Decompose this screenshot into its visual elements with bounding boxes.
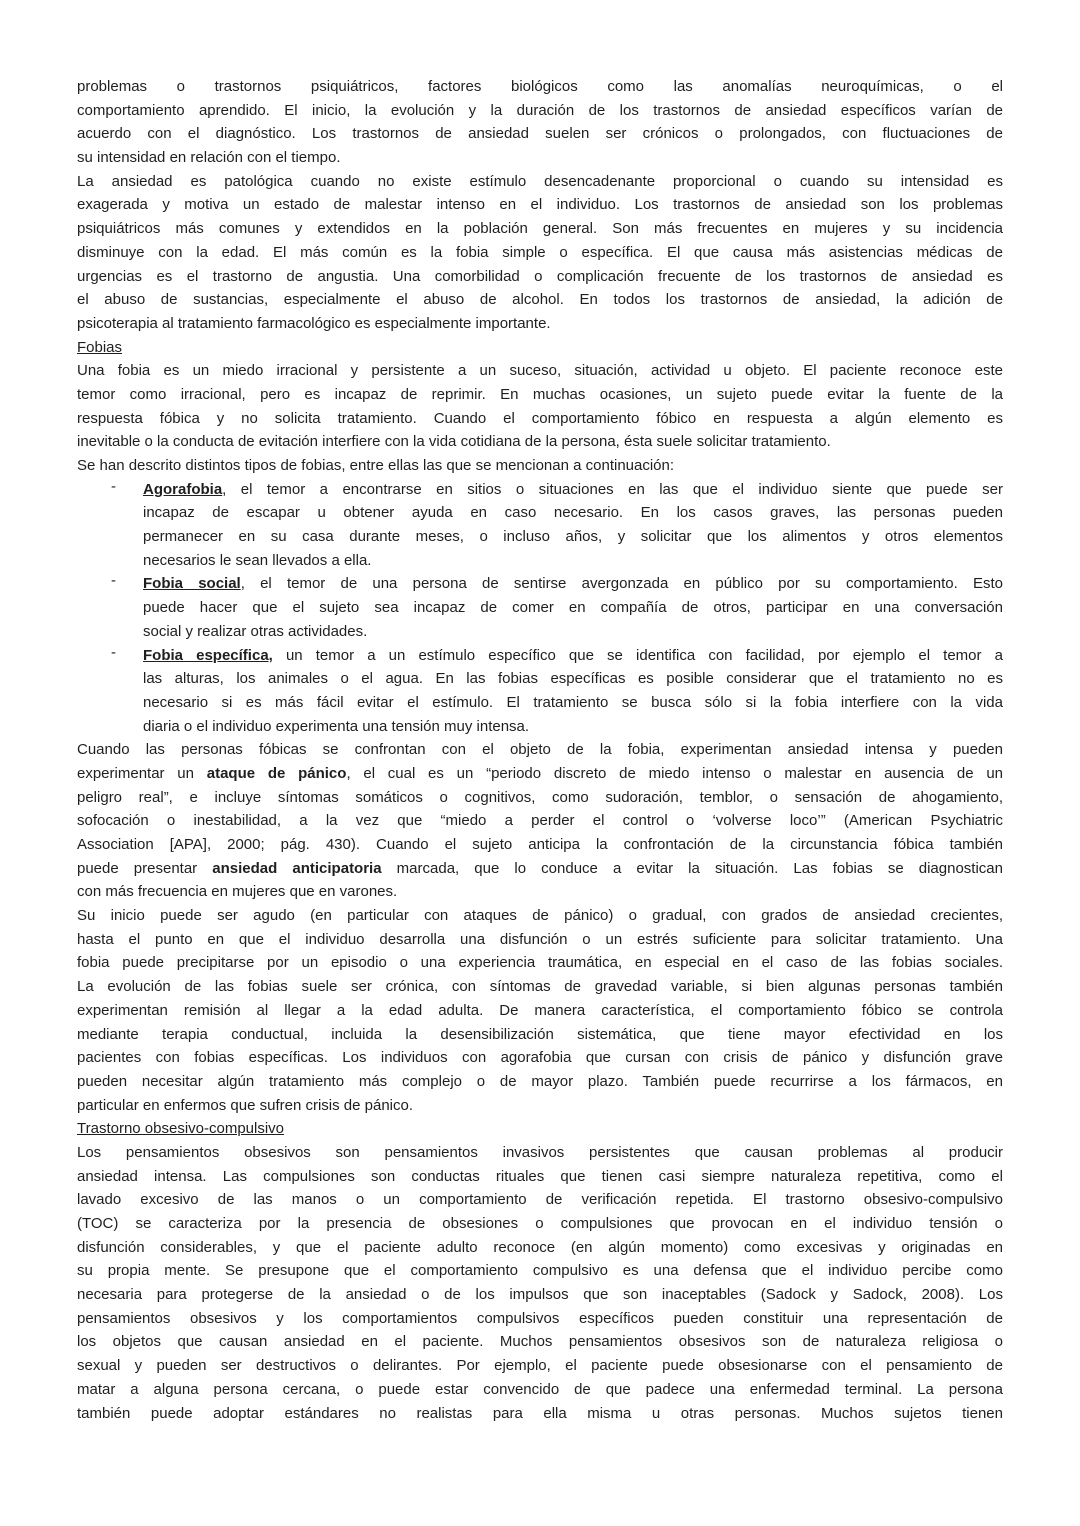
text-line: pensamientos obsesivos y los comportamientos compulsivos específicos pueden constituir una representación de [77,1309,1003,1327]
text-segment: , el temor de una persona de sentirse avergonzada en público por su comportamiento. Esto [240,575,1003,593]
text-line: su intensidad en relación con el tiempo. [77,149,341,167]
text-line: psiquiátricos más comunes y extendidos en la población general. Son más frecuentes en mujeres y su incidencia [77,220,1003,238]
text-line: hasta el punto en que el individuo desarrolla una disfunción o un estrés suficiente para solicitar tratamiento. Una [77,930,1003,948]
text-line [143,478,1003,502]
bullet-dash: - [111,572,116,590]
text-line: su propia mente. Se presupone que el comportamiento compulsivo es una defensa que el individuo percibe como [77,1262,1003,1280]
text-line: disfunción considerables, y que el paciente adulto reconoce (en algún momento) como excesivas y originadas en [77,1238,1003,1256]
text-line: respuesta fóbica y no solicita tratamiento. Cuando el comportamiento fóbico en respuesta a algún elemento es [77,409,1003,427]
phobia-types-list [77,478,1003,739]
text-line: Los pensamientos obsesivos son pensamientos invasivos persistentes que causan problemas al producir [77,1143,1003,1161]
paragraph-onset-evolution [77,904,1003,1117]
text-line: el abuso de sustancias, especialmente el abuso de alcohol. En todos los trastornos de ansiedad, la adición de [77,291,1003,309]
paragraph-fobia-definition [77,359,1003,477]
bold-term-ansiedad-anticipatoria: ansiedad anticipatoria [212,859,382,877]
text-line: Una fobia es un miedo irracional y persistente a un suceso, situación, actividad u objeto. El paciente reconoce este [77,362,1003,380]
text-line [77,762,1003,786]
text-line: puede hacer que el sujeto sea incapaz de comer en compañía de otros, participar en una conversación [143,599,1003,617]
list-item-agorafobia [111,477,1003,573]
text-line: necesaria para protegerse de la ansiedad o de los impulsos que son inaceptables (Sadock y Sadock, 2008). Los [77,1286,1003,1304]
text-line: matar a alguna persona cercana, o puede estar convencido de que padece una enfermedad terminal. La persona [77,1380,1003,1398]
section-heading-toc: Trastorno obsesivo-compulsivo [77,1120,285,1138]
bullet-dash: - [111,477,116,495]
list-item-fobia-social [111,572,1003,643]
text-line: particular en enfermos que sufren crisis de pánico. [77,1096,414,1114]
text-line: experimentan remisión al llegar a la edad adulta. De manera característica, el comportamiento fóbico se controla [77,1001,1003,1019]
text-segment: puede presentar [77,859,213,877]
text-line: temor como irracional, pero es incapaz de reprimir. En muchas ocasiones, un sujeto puede evitar la fuente de la [77,385,1003,403]
text-line: La evolución de las fobias suele ser crónica, con síntomas de gravedad variable, si bien algunas personas también [77,978,1003,996]
text-line: acuerdo con el diagnóstico. Los trastornos de ansiedad suelen ser crónicos o prolongados, con fluctuaciones de [77,125,1003,143]
section-heading-fobias: Fobias [77,338,123,356]
paragraph-panic-attack [77,738,1003,904]
text-line: pacientes con fobias específicas. Los individuos con agorafobia que cursan con crisis de pánico y disfunción grave [77,1049,1003,1067]
text-line: Cuando las personas fóbicas se confrontan con el objeto de la fobia, experimentan ansiedad intensa y pueden [77,741,1003,759]
text-line: comportamiento aprendido. El inicio, la evolución y la duración de los trastornos de ansiedad específicos varían de [77,101,1003,119]
text-line: exagerada y motiva un estado de malestar intenso en el individuo. Los trastornos de ansiedad son los problemas [77,196,1003,214]
text-line: también puede adoptar estándares no realistas para ella misma u otras personas. Muchos sujetos tienen [77,1404,1003,1422]
paragraph-intro-continued [77,75,1003,170]
text-line: psicoterapia al tratamiento farmacológico es especialmente importante. [77,314,551,332]
text-line: diaria o el individuo experimenta una tensión muy intensa. [143,717,530,735]
text-line: ansiedad intensa. Las compulsiones son conductas rituales que tienen casi siempre naturaleza repetitiva, como el [77,1167,1003,1185]
text-line: mediante terapia conductual, incluida la desensibilización sistemática, que tiene mayor efectividad en los [77,1025,1003,1043]
text-line [143,572,1003,596]
text-segment: marcada, que lo conduce a evitar la situación. Las fobias se diagnostican [381,859,1003,877]
list-item-fobia-especifica [111,643,1003,739]
paragraph-toc-definition [77,1141,1003,1425]
text-line: necesarios le sean llevados a ella. [143,551,372,569]
text-line: con más frecuencia en mujeres que en varones. [77,883,398,901]
text-segment: , el temor a encontrarse en sitios o situaciones en las que el individuo siente que puede ser [222,480,1003,498]
text-line: Se han descrito distintos tipos de fobias, entre ellas las que se mencionan a continuación: [77,457,675,474]
text-line: peligro real”, e incluye síntomas somáticos o cognitivos, como sudoración, temblor, o sensación de ahogamiento, [77,788,1003,806]
text-line: urgencias es el trastorno de angustia. Una comorbilidad o complicación frecuente de los trastornos de ansiedad es [77,267,1003,285]
text-line [77,857,1003,881]
bold-term-ataque-de-panico: ataque de pánico [206,764,347,782]
text-line: sofocación o inestabilidad, a la vez que “miedo a perder el control o ‘volverse loco’” (American Psychiatric [77,812,1003,830]
text-line: las alturas, los animales o el agua. En las fobias específicas es posible considerar que el tratamiento no es [143,670,1003,688]
text-line: inevitable o la conducta de evitación interfiere con la vida cotidiana de la persona, ésta suele solicitar tratamiento. [77,433,831,451]
text-line: fobia puede precipitarse por un episodio o una experiencia traumática, en especial en el caso de las fobias sociales. [77,954,1003,972]
paragraph-pathological-anxiety [77,170,1003,336]
text-line: permanecer en su casa durante meses, o incluso años, y solicitar que los alimentos y otros elementos [143,528,1003,546]
text-segment: experimentar un [77,764,207,782]
text-line: los objetos que causan ansiedad en el paciente. Muchos pensamientos obsesivos son de naturaleza religiosa o [77,1333,1003,1351]
text-line: incapaz de escapar u obtener ayuda en caso necesario. En los casos graves, las personas pueden [143,504,1003,522]
document-page [77,75,1003,1425]
term-agorafobia: Agorafobia [143,480,223,498]
text-line: problemas o trastornos psiquiátricos, factores biológicos como las anomalías neuroquímicas, o el [77,78,1003,95]
text-line: necesario si es más fácil evitar el estímulo. El tratamiento se busca sólo si la fobia interfiere con la vida [143,693,1003,711]
text-line: (TOC) se caracteriza por la presencia de obsesiones o compulsiones que provocan en el individuo tensión o [77,1215,1003,1232]
text-line: disminuye con la edad. El más común es la fobia simple o específica. El que causa más asistencias médicas de [77,243,1003,261]
text-line: social y realizar otras actividades. [143,622,368,640]
text-segment: un temor a un estímulo específico que se identifica con facilidad, por ejemplo el temor a [272,646,1003,664]
term-fobia-especifica: Fobia específica, [143,646,273,664]
text-line: Su inicio puede ser agudo (en particular con ataques de pánico) o gradual, con grados de ansiedad crecientes, [77,907,1003,925]
text-segment: , el cual es un “periodo discreto de miedo intenso o malestar en ausencia de un [346,764,1004,782]
text-line: Association [APA], 2000; pág. 430). Cuando el sujeto anticipa la confrontación de la circunstancia fóbica también [77,836,1003,853]
term-fobia-social: Fobia social [143,575,241,593]
text-line: pueden necesitar algún tratamiento más complejo o de mayor plazo. También puede recurrirse a los fármacos, en [77,1072,1003,1090]
bullet-dash: - [111,643,116,661]
text-line: sexual y pueden ser destructivos o delirantes. Por ejemplo, el paciente puede obsesionarse con el pensamiento de [77,1357,1003,1375]
text-line: lavado excesivo de las manos o un comportamiento de verificación repetida. El trastorno obsesivo-compulsivo [77,1191,1003,1209]
text-line: La ansiedad es patológica cuando no existe estímulo desencadenante proporcional o cuando su intensidad es [77,172,1003,190]
text-line [143,644,1003,668]
